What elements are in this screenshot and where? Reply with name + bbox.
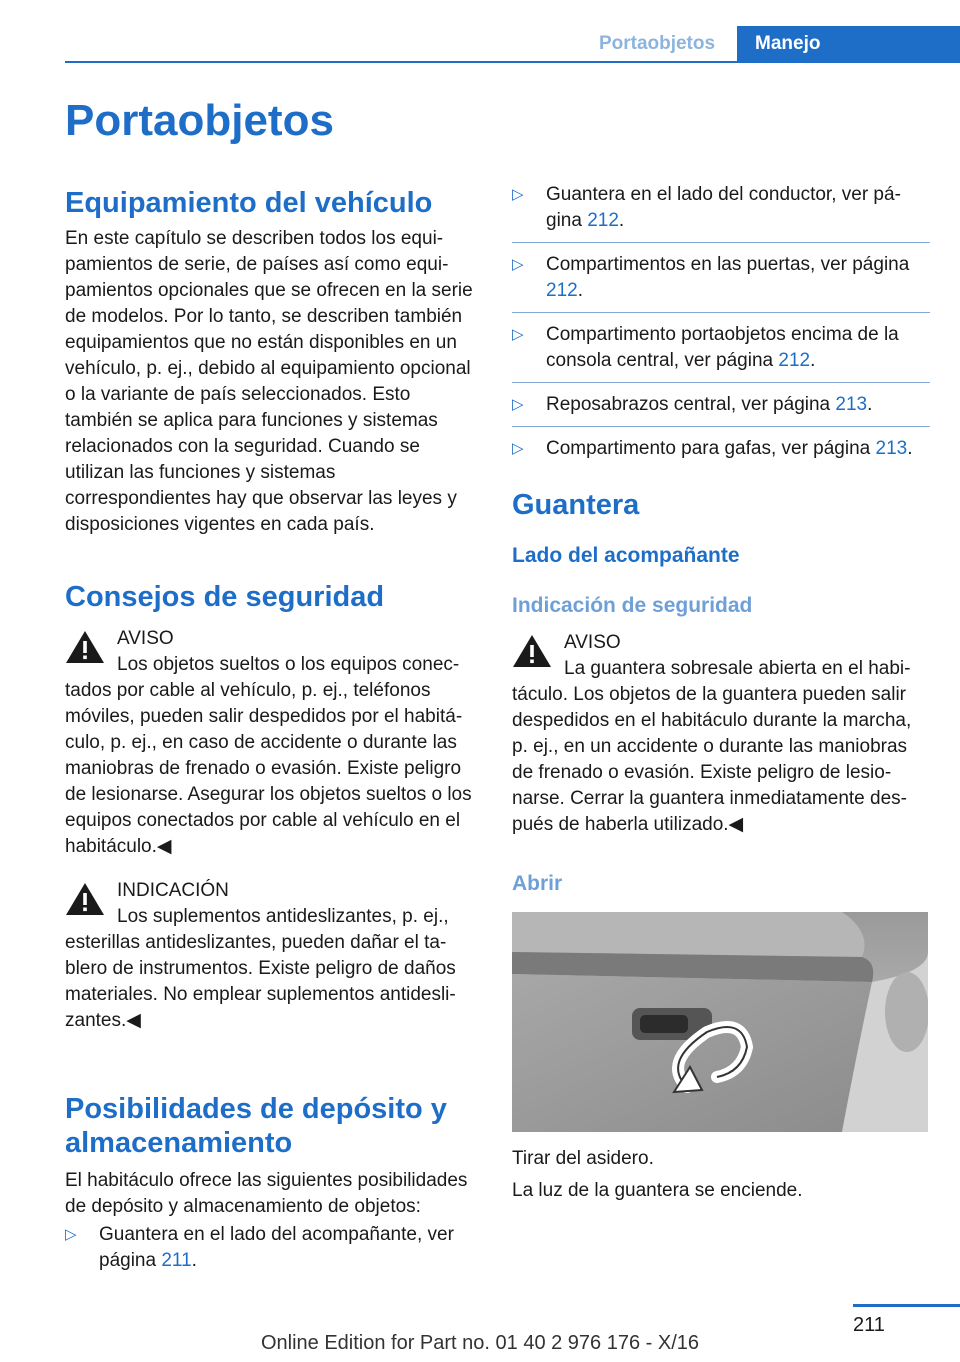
passenger-side-heading: Lado del acompañante [512, 544, 740, 567]
safety-heading: Consejos de seguridad [65, 581, 385, 613]
warning-label: AVISO [117, 628, 174, 649]
page-number: 211 [853, 1314, 885, 1336]
glovebox-illustration [512, 912, 928, 1132]
storage-heading: Posibilidades de depósito y almacenamiento [65, 1093, 447, 1159]
storage-list-left [65, 1222, 480, 1274]
header-rule [65, 61, 960, 63]
divider [512, 312, 930, 313]
list-item: ▷ Guantera en el lado del conductor, ver página 212. [512, 182, 930, 234]
safety-note-heading-wrap [512, 594, 930, 618]
glovebox-section [512, 488, 930, 522]
list-item: ▷ Guantera en el lado del acompañante, ver página 211. [65, 1224, 454, 1271]
list-item: ▷ Compartimento portaobjetos encima de la consola central, ver página 212. [512, 322, 930, 374]
triangle-right-icon: ▷ [512, 186, 524, 203]
list-item: ▷ Compartimentos en las puertas, ver página 212. [512, 252, 930, 304]
list-item-text: Reposabrazos central, ver página [546, 394, 836, 415]
triangle-right-icon: ▷ [512, 256, 524, 273]
triangle-right-icon: ▷ [512, 326, 524, 343]
divider [512, 242, 930, 243]
glovebox-heading: Guantera [512, 489, 640, 521]
equipment-heading: Equipamiento del vehículo [65, 187, 433, 219]
header-section-tab: Portaobjetos [598, 33, 716, 54]
notice-text: Los suplementos antideslizantes, p. ej., esterillas antideslizantes, pueden dañar el tablero de instrumentos. Existe peligro de daños materiales. No emplear suplementos antideslizantes.◀ [65, 906, 456, 1031]
page-link[interactable]: 212 [778, 350, 811, 371]
list-item-text: Compartimento para gafas, ver página [546, 438, 876, 459]
page-link[interactable]: 213 [835, 394, 868, 415]
warning-text: La guantera sobresale abierta en el habitáculo. Los objetos de la guantera pueden salir despedidos en el habitáculo durante la marcha, p. ej., en un accidente o durante las maniobras de frenado o evasión. Existe peligro de lesionarse. Cerrar la guantera inmediatamente después de haberla utilizado.◀ [512, 658, 912, 835]
page-title: Portaobjetos [65, 96, 334, 145]
footer-edition: Online Edition for Part no. 01 40 2 976 176 - X/16 [260, 1332, 700, 1354]
triangle-right-icon: ▷ [512, 396, 524, 413]
list-item-text: Guantera en el lado del acompañante, ver página [99, 1224, 454, 1271]
list-item-text: Guantera en el lado del conductor, ver página [546, 184, 901, 231]
open-heading: Abrir [512, 872, 563, 895]
list-item: ▷ Reposabrazos central, ver página 213. [512, 392, 930, 418]
storage-section [65, 1092, 480, 1220]
page-number-rule [853, 1304, 960, 1307]
page-link[interactable]: 212 [587, 210, 619, 231]
page-link[interactable]: 211 [161, 1250, 192, 1271]
notice-label: INDICACIÓN [117, 880, 229, 901]
list-item-text: Compartimentos en las puertas, ver página [546, 254, 910, 275]
open-step-2: La luz de la guantera se enciende. [512, 1180, 803, 1201]
page-link[interactable]: 212 [546, 280, 578, 301]
storage-paragraph: El habitáculo ofrece las siguientes posibilidades de depósito y almacenamiento de objetos: [65, 1170, 468, 1217]
header-chapter-tab: Manejo [737, 26, 960, 62]
glovebox-photo [512, 912, 928, 1132]
divider [512, 426, 930, 427]
list-item: ▷ Compartimento para gafas, ver página 213. [512, 436, 930, 462]
equipment-paragraph: En este capítulo se describen todos los equipamientos de serie, de países así como equipamientos opcionales que se ofrecen en la serie de modelos. Por lo tanto, se describen también equipamientos que no están disponibles en un vehículo, p. ej., debido al equipamiento opcional o la variante de país seleccionados. Esto también se aplica para funciones y sistemas relacionados con la seguridad. Cuando se utilizan las funciones y sistemas correspondientes hay que observar las leyes y disposiciones vigentes en cada país. [65, 228, 473, 535]
safety-section [65, 580, 480, 614]
passenger-side-heading-wrap [512, 544, 930, 568]
page-link[interactable]: 213 [875, 438, 908, 459]
list-item-text: Compartimento portaobjetos encima de la consola central, ver página [546, 324, 899, 371]
triangle-right-icon: ▷ [65, 1226, 77, 1243]
equipment-section [65, 186, 480, 538]
divider [512, 382, 930, 383]
storage-list-right [512, 182, 930, 462]
triangle-right-icon: ▷ [512, 440, 524, 457]
warning-text: Los objetos sueltos o los equipos conectados por cable al vehículo, p. ej., teléfonos móviles, pueden salir despedidos por el habitáculo, p. ej., en caso de accidente o durante las maniobras de frenado o evasión. Existe peligro de lesionarse. Asegurar los objetos sueltos o los equipos conectados por cable al vehículo en el habitáculo.◀ [65, 654, 472, 857]
open-steps [512, 1146, 930, 1204]
open-step-1: Tirar del asidero. [512, 1148, 654, 1169]
warning-label: AVISO [564, 632, 621, 653]
open-heading-wrap [512, 872, 930, 896]
safety-note-heading: Indicación de seguridad [512, 594, 753, 617]
